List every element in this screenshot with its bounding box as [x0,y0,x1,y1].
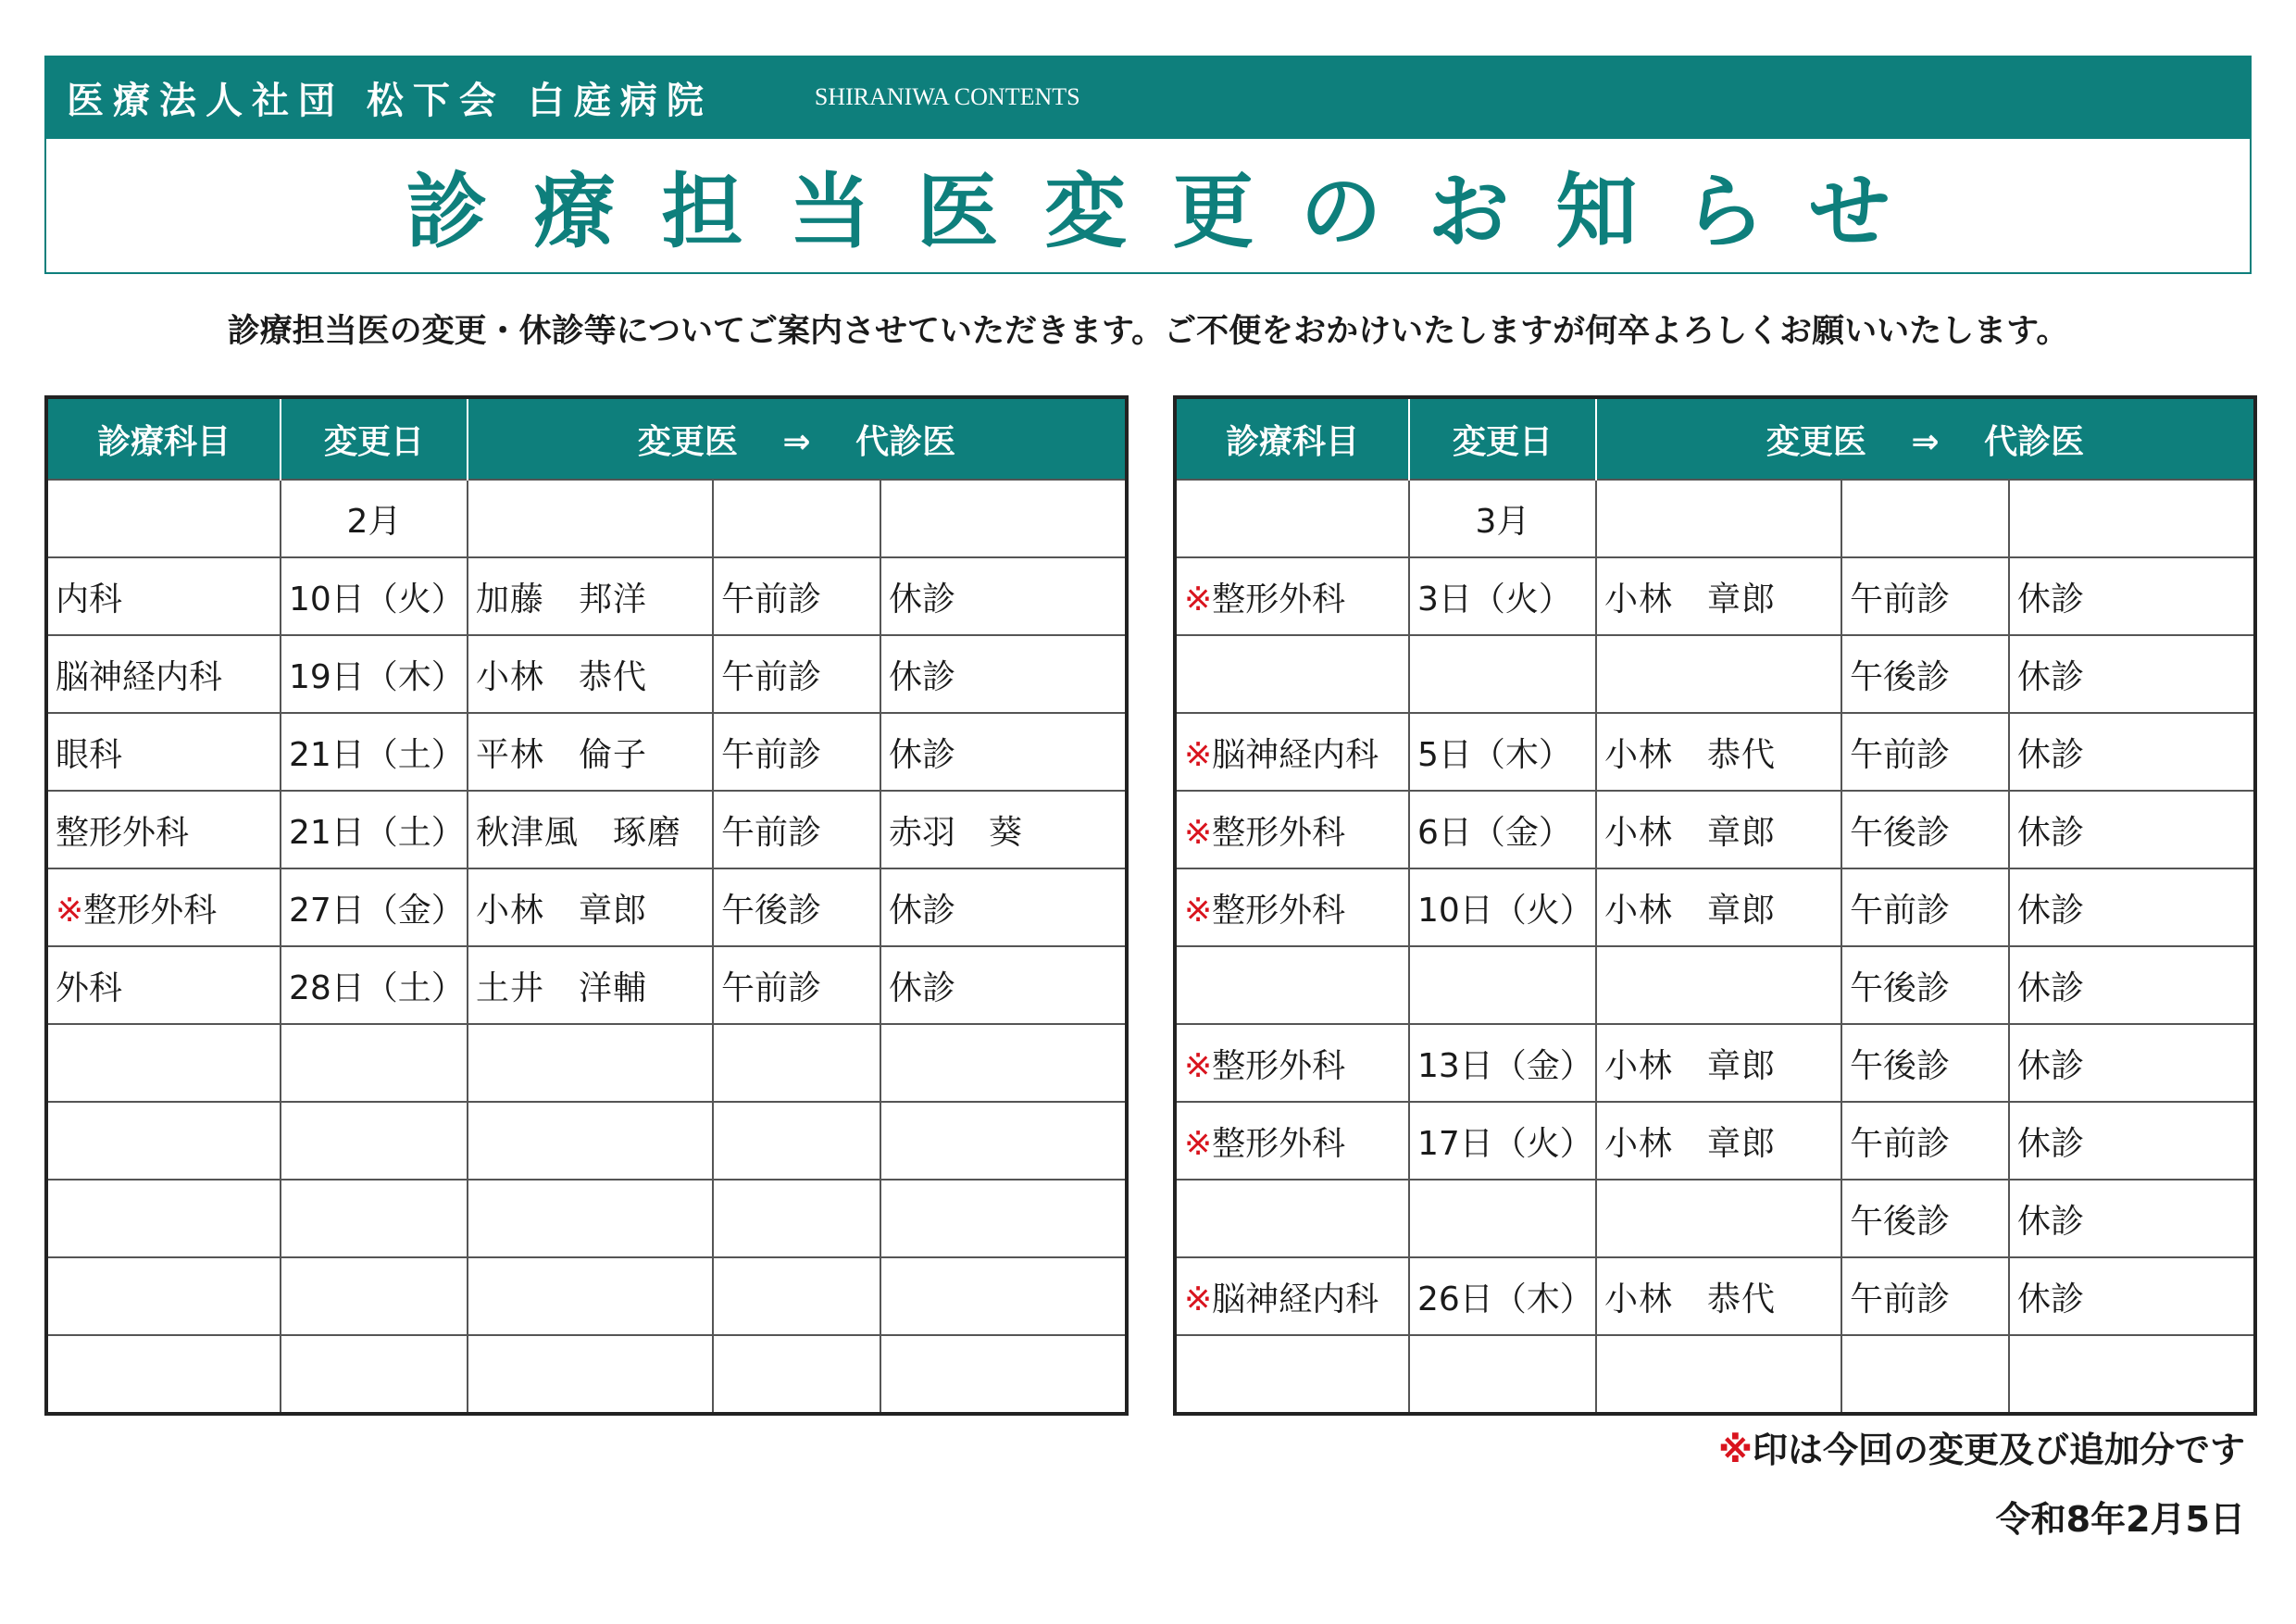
table-row [1175,713,2255,791]
col-header-dept: 診療科目 [1175,397,1409,480]
date-cell: 28日（土） [281,946,468,1024]
dept-cell [46,1180,281,1257]
doctor-cell [1596,1335,1841,1414]
doctor-cell: 小林 章郎 [1596,868,1841,946]
dept-name: 脳神経内科 [1212,735,1379,774]
dept-cell [1175,1257,1409,1335]
table-row [46,791,1127,868]
date-cell: 26日（木） [1409,1257,1596,1335]
dept-cell [46,946,281,1024]
dept-name: 整形外科 [1212,891,1346,930]
doctor-cell [1596,635,1841,713]
substitute-cell: 休診 [2009,713,2255,791]
change-mark: ※ [1184,891,1213,930]
table-row [46,557,1127,635]
col-header-date: 変更日 [281,397,468,480]
doctor-cell: 小林 恭代 [1596,1257,1841,1335]
table-row [1175,946,2255,1024]
session-cell: 午後診 [1841,791,2009,868]
change-mark: ※ [1184,1046,1213,1085]
substitute-cell: 休診 [2009,791,2255,868]
table-row [1175,1257,2255,1335]
doctor-cell: 土井 洋輔 [468,946,713,1024]
substitute-cell: 休診 [880,557,1127,635]
date-cell [1409,946,1596,1024]
substitute-cell: 休診 [2009,868,2255,946]
substitute-cell [880,1257,1127,1335]
date-cell [281,1180,468,1257]
dept-name: 整形外科 [1212,813,1346,852]
doctor-cell: 小林 章郎 [1596,1102,1841,1180]
session-cell: 午後診 [1841,635,2009,713]
date-cell [1409,1180,1596,1257]
session-cell [713,1024,880,1102]
date-cell: 21日（土） [281,713,468,791]
date-cell: 17日（火） [1409,1102,1596,1180]
change-mark: ※ [56,891,84,930]
dept-cell [1175,1024,1409,1102]
dept-cell [46,557,281,635]
intro-text: 診療担当医の変更・休診等についてご案内させていただきます。ご不便をおかけいたしますが何卒よろしくお願いいたします。 [227,313,2069,350]
date-cell [281,1024,468,1102]
col-header-change: 変更医 ⇒ 代診医 [468,397,1127,480]
doctor-cell: 加藤 邦洋 [468,557,713,635]
doctor-cell: 小林 章郎 [1596,1024,1841,1102]
change-mark: ※ [1184,813,1213,852]
date-cell: 3日（火） [1409,557,1596,635]
dept-name: 脳神経内科 [1212,1280,1379,1318]
session-cell: 午後診 [713,868,880,946]
date-cell [281,1102,468,1180]
issue-date: 令和8年2月5日 [1995,1499,2245,1540]
change-mark: ※ [1184,1280,1213,1318]
dept-cell [1175,1102,1409,1180]
page-title: 診療担当医変更のお知らせ [406,164,1937,259]
table-row [1175,1335,2255,1414]
table-header-row [46,397,1127,480]
dept-name: 外科 [56,968,123,1007]
dept-cell [1175,791,1409,868]
header-bar [44,56,2252,139]
dept-cell [46,635,281,713]
table-row [46,868,1127,946]
session-cell: 午後診 [1841,946,2009,1024]
session-cell: 午前診 [713,946,880,1024]
schedule-table-february [44,395,1129,1416]
dept-cell [1175,868,1409,946]
footnote-text: 印は今回の変更及び追加分です [1752,1430,2245,1470]
dept-name: 眼科 [56,735,123,774]
date-cell: 13日（金） [1409,1024,1596,1102]
month-row [46,480,1127,557]
date-cell [281,1257,468,1335]
col-header-change: 変更医 ⇒ 代診医 [1596,397,2255,480]
dept-name: 脳神経内科 [56,657,223,696]
dept-cell [46,713,281,791]
session-cell: 午前診 [1841,713,2009,791]
dept-cell [46,868,281,946]
schedule-table-march [1173,395,2257,1416]
table-row [46,635,1127,713]
date-cell [1409,635,1596,713]
title-box [44,139,2252,274]
session-cell [1841,1335,2009,1414]
session-cell: 午前診 [713,635,880,713]
dept-cell [1175,946,1409,1024]
dept-name: 整形外科 [1212,580,1346,618]
dept-cell [46,1257,281,1335]
org-name: 医療法人社団 松下会 白庭病院 [67,79,713,122]
date-cell: 10日（火） [281,557,468,635]
dept-cell [1175,713,1409,791]
date-cell: 5日（木） [1409,713,1596,791]
doctor-cell [468,1335,713,1414]
doctor-cell: 小林 恭代 [1596,713,1841,791]
dept-cell [46,1102,281,1180]
session-cell [713,1102,880,1180]
substitute-cell: 赤羽 葵 [880,791,1127,868]
date-cell: 6日（金） [1409,791,1596,868]
date-cell: 21日（土） [281,791,468,868]
session-cell: 午前診 [1841,557,2009,635]
org-subtitle: SHIRANIWA CONTENTS [814,83,1080,110]
session-cell: 午前診 [713,557,880,635]
substitute-cell [880,1024,1127,1102]
date-cell [281,1335,468,1414]
dept-cell [46,791,281,868]
session-cell: 午前診 [1841,1257,2009,1335]
month-row [1175,480,2255,557]
substitute-cell: 休診 [880,713,1127,791]
substitute-cell [880,1102,1127,1180]
table-row [1175,635,2255,713]
substitute-cell: 休診 [880,635,1127,713]
substitute-cell: 休診 [2009,1257,2255,1335]
session-cell [713,1335,880,1414]
month-label: 2月 [281,480,468,557]
date-cell: 27日（金） [281,868,468,946]
table-row [1175,791,2255,868]
session-cell: 午前診 [713,791,880,868]
doctor-cell: 小林 章郎 [468,868,713,946]
substitute-cell [880,1180,1127,1257]
dept-name: 整形外科 [1212,1046,1346,1085]
substitute-cell: 休診 [2009,557,2255,635]
doctor-cell: 平林 倫子 [468,713,713,791]
change-mark: ※ [1184,580,1213,618]
doctor-cell [468,1024,713,1102]
substitute-cell: 休診 [2009,1024,2255,1102]
date-cell: 19日（木） [281,635,468,713]
table-row [46,713,1127,791]
substitute-cell: 休診 [2009,635,2255,713]
dept-cell [1175,1335,1409,1414]
table-row [46,1180,1127,1257]
substitute-cell: 休診 [880,868,1127,946]
substitute-cell: 休診 [2009,1180,2255,1257]
doctor-cell [468,1257,713,1335]
dept-name: 整形外科 [1212,1124,1346,1163]
doctor-cell: 小林 章郎 [1596,557,1841,635]
table-row [1175,1024,2255,1102]
session-cell: 午後診 [1841,1024,2009,1102]
change-mark: ※ [1184,735,1213,774]
session-cell: 午後診 [1841,1180,2009,1257]
substitute-cell: 休診 [2009,1102,2255,1180]
dept-cell [46,1024,281,1102]
table-row [46,1024,1127,1102]
footnote [1718,1421,2245,1472]
substitute-cell [880,1335,1127,1414]
doctor-cell [1596,946,1841,1024]
table-row [46,1257,1127,1335]
date-cell [1409,1335,1596,1414]
dept-cell [1175,557,1409,635]
table-row [1175,1180,2255,1257]
dept-cell [1175,635,1409,713]
doctor-cell: 小林 章郎 [1596,791,1841,868]
doctor-cell [468,1102,713,1180]
col-header-dept: 診療科目 [46,397,281,480]
dept-name: 整形外科 [56,813,190,852]
doctor-cell: 秋津風 琢磨 [468,791,713,868]
session-cell: 午前診 [1841,1102,2009,1180]
dept-name: 内科 [56,580,123,618]
table-row [1175,868,2255,946]
session-cell: 午前診 [713,713,880,791]
mark-symbol: ※ [1718,1430,1753,1470]
dept-name: 整形外科 [83,891,218,930]
dept-cell [1175,1180,1409,1257]
substitute-cell [2009,1335,2255,1414]
session-cell [713,1180,880,1257]
session-cell [713,1257,880,1335]
table-row [46,946,1127,1024]
table-header-row [1175,397,2255,480]
table-row [46,1335,1127,1414]
change-mark: ※ [1184,1124,1213,1163]
doctor-cell: 小林 恭代 [468,635,713,713]
table-row [46,1102,1127,1180]
substitute-cell: 休診 [2009,946,2255,1024]
doctor-cell [1596,1180,1841,1257]
dept-cell [46,1335,281,1414]
col-header-date: 変更日 [1409,397,1596,480]
session-cell: 午前診 [1841,868,2009,946]
date-cell: 10日（火） [1409,868,1596,946]
table-row [1175,1102,2255,1180]
table-row [1175,557,2255,635]
month-label: 3月 [1409,480,1596,557]
doctor-cell [468,1180,713,1257]
substitute-cell: 休診 [880,946,1127,1024]
